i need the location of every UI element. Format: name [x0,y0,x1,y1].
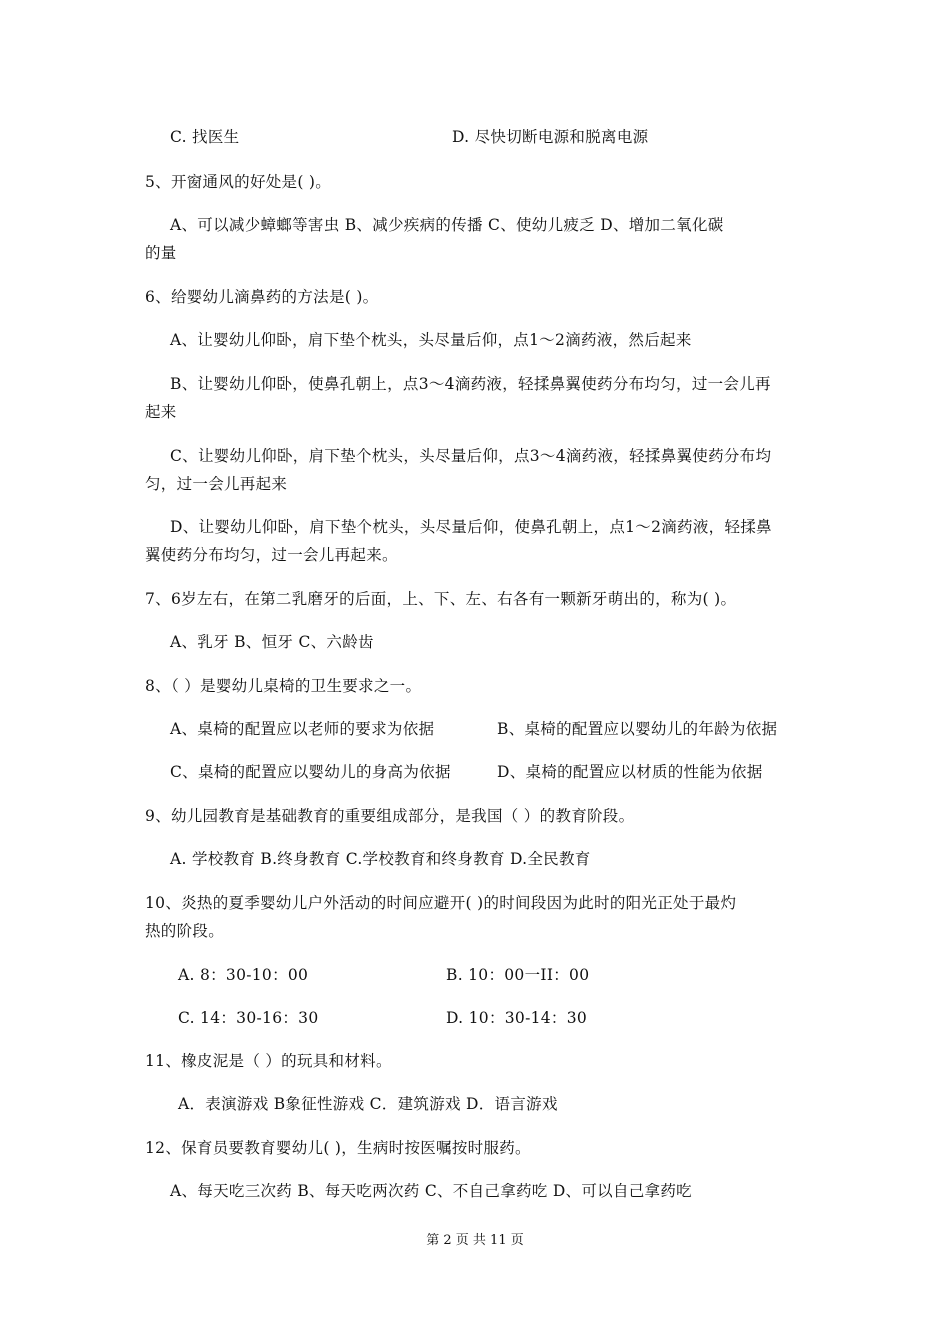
question-12-options: A、每天吃三次药 B、每天吃两次药 C、不自己拿药吃 D、可以自己拿药吃 [170,1182,692,1200]
question-6-option-a: A、让婴幼儿仰卧，肩下垫个枕头，头尽量后仰，点1～2滴药液，然后起来 [170,331,692,349]
question-6-option-c: C、让婴幼儿仰卧，肩下垫个枕头，头尽量后仰，点3～4滴药液，轻揉鼻翼使药分布均 [170,447,772,465]
question-5: 5、开窗通风的好处是( )。 [145,173,332,191]
question-9: 9、幼儿园教育是基础教育的重要组成部分，是我国（ ）的教育阶段。 [145,807,635,825]
question-10-cont: 热的阶段。 [145,922,225,940]
question-6-option-b-cont: 起来 [145,403,177,421]
question-10-option-b: B. 10：00一II：00 [446,966,590,984]
option-c: C. 找医生 [170,128,240,146]
question-8-option-a: A、桌椅的配置应以老师的要求为依据 [170,720,435,738]
option-d: D. 尽快切断电源和脱离电源 [452,128,649,146]
question-10-option-d: D. 10：30-14：30 [446,1009,588,1027]
question-8-option-b: B、桌椅的配置应以婴幼儿的年龄为依据 [497,720,778,738]
question-8-option-c: C、桌椅的配置应以婴幼儿的身高为依据 [170,763,451,781]
question-6-option-d: D、让婴幼儿仰卧，肩下垫个枕头，头尽量后仰，使鼻孔朝上，点1～2滴药液，轻揉鼻 [170,518,772,536]
question-10: 10、炎热的夏季婴幼儿户外活动的时间应避开( )的时间段因为此时的阳光正处于最灼 [145,894,737,912]
question-12: 12、保育员要教育婴幼儿( )，生病时按医嘱按时服药。 [145,1139,531,1157]
question-10-option-c: C. 14：30-16：30 [178,1009,319,1027]
question-6: 6、给婴幼儿滴鼻药的方法是( )。 [145,288,379,306]
question-11: 11、橡皮泥是（ ）的玩具和材料。 [145,1052,392,1070]
question-6-option-b: B、让婴幼儿仰卧，使鼻孔朝上，点3～4滴药液，轻揉鼻翼使药分布均匀，过一会儿再 [170,375,771,393]
question-8-option-d: D、桌椅的配置应以材质的性能为依据 [497,763,763,781]
question-6-option-d-cont: 翼使药分布均匀，过一会儿再起来。 [145,546,398,564]
page-footer: 第 2 页 共 11 页 [426,1233,524,1248]
question-10-option-a: A. 8：30-10：00 [178,966,309,984]
question-9-options: A. 学校教育 B.终身教育 C.学校教育和终身教育 D.全民教育 [170,850,591,868]
question-7: 7、6岁左右，在第二乳磨牙的后面，上、下、左、右各有一颗新牙萌出的，称为( )。 [145,590,737,608]
question-11-options: A．表演游戏 B象征性游戏 C．建筑游戏 D．语言游戏 [178,1095,558,1113]
question-8: 8、（ ）是婴幼儿桌椅的卫生要求之一。 [145,677,422,695]
question-6-option-c-cont: 匀，过一会儿再起来 [145,475,288,493]
question-5-options-cont: 的量 [145,244,177,262]
question-5-options: A、可以减少蟑螂等害虫 B、减少疾病的传播 C、使幼儿疲乏 D、增加二氧化碳 [170,216,724,234]
question-7-options: A、乳牙 B、恒牙 C、六龄齿 [170,633,374,651]
